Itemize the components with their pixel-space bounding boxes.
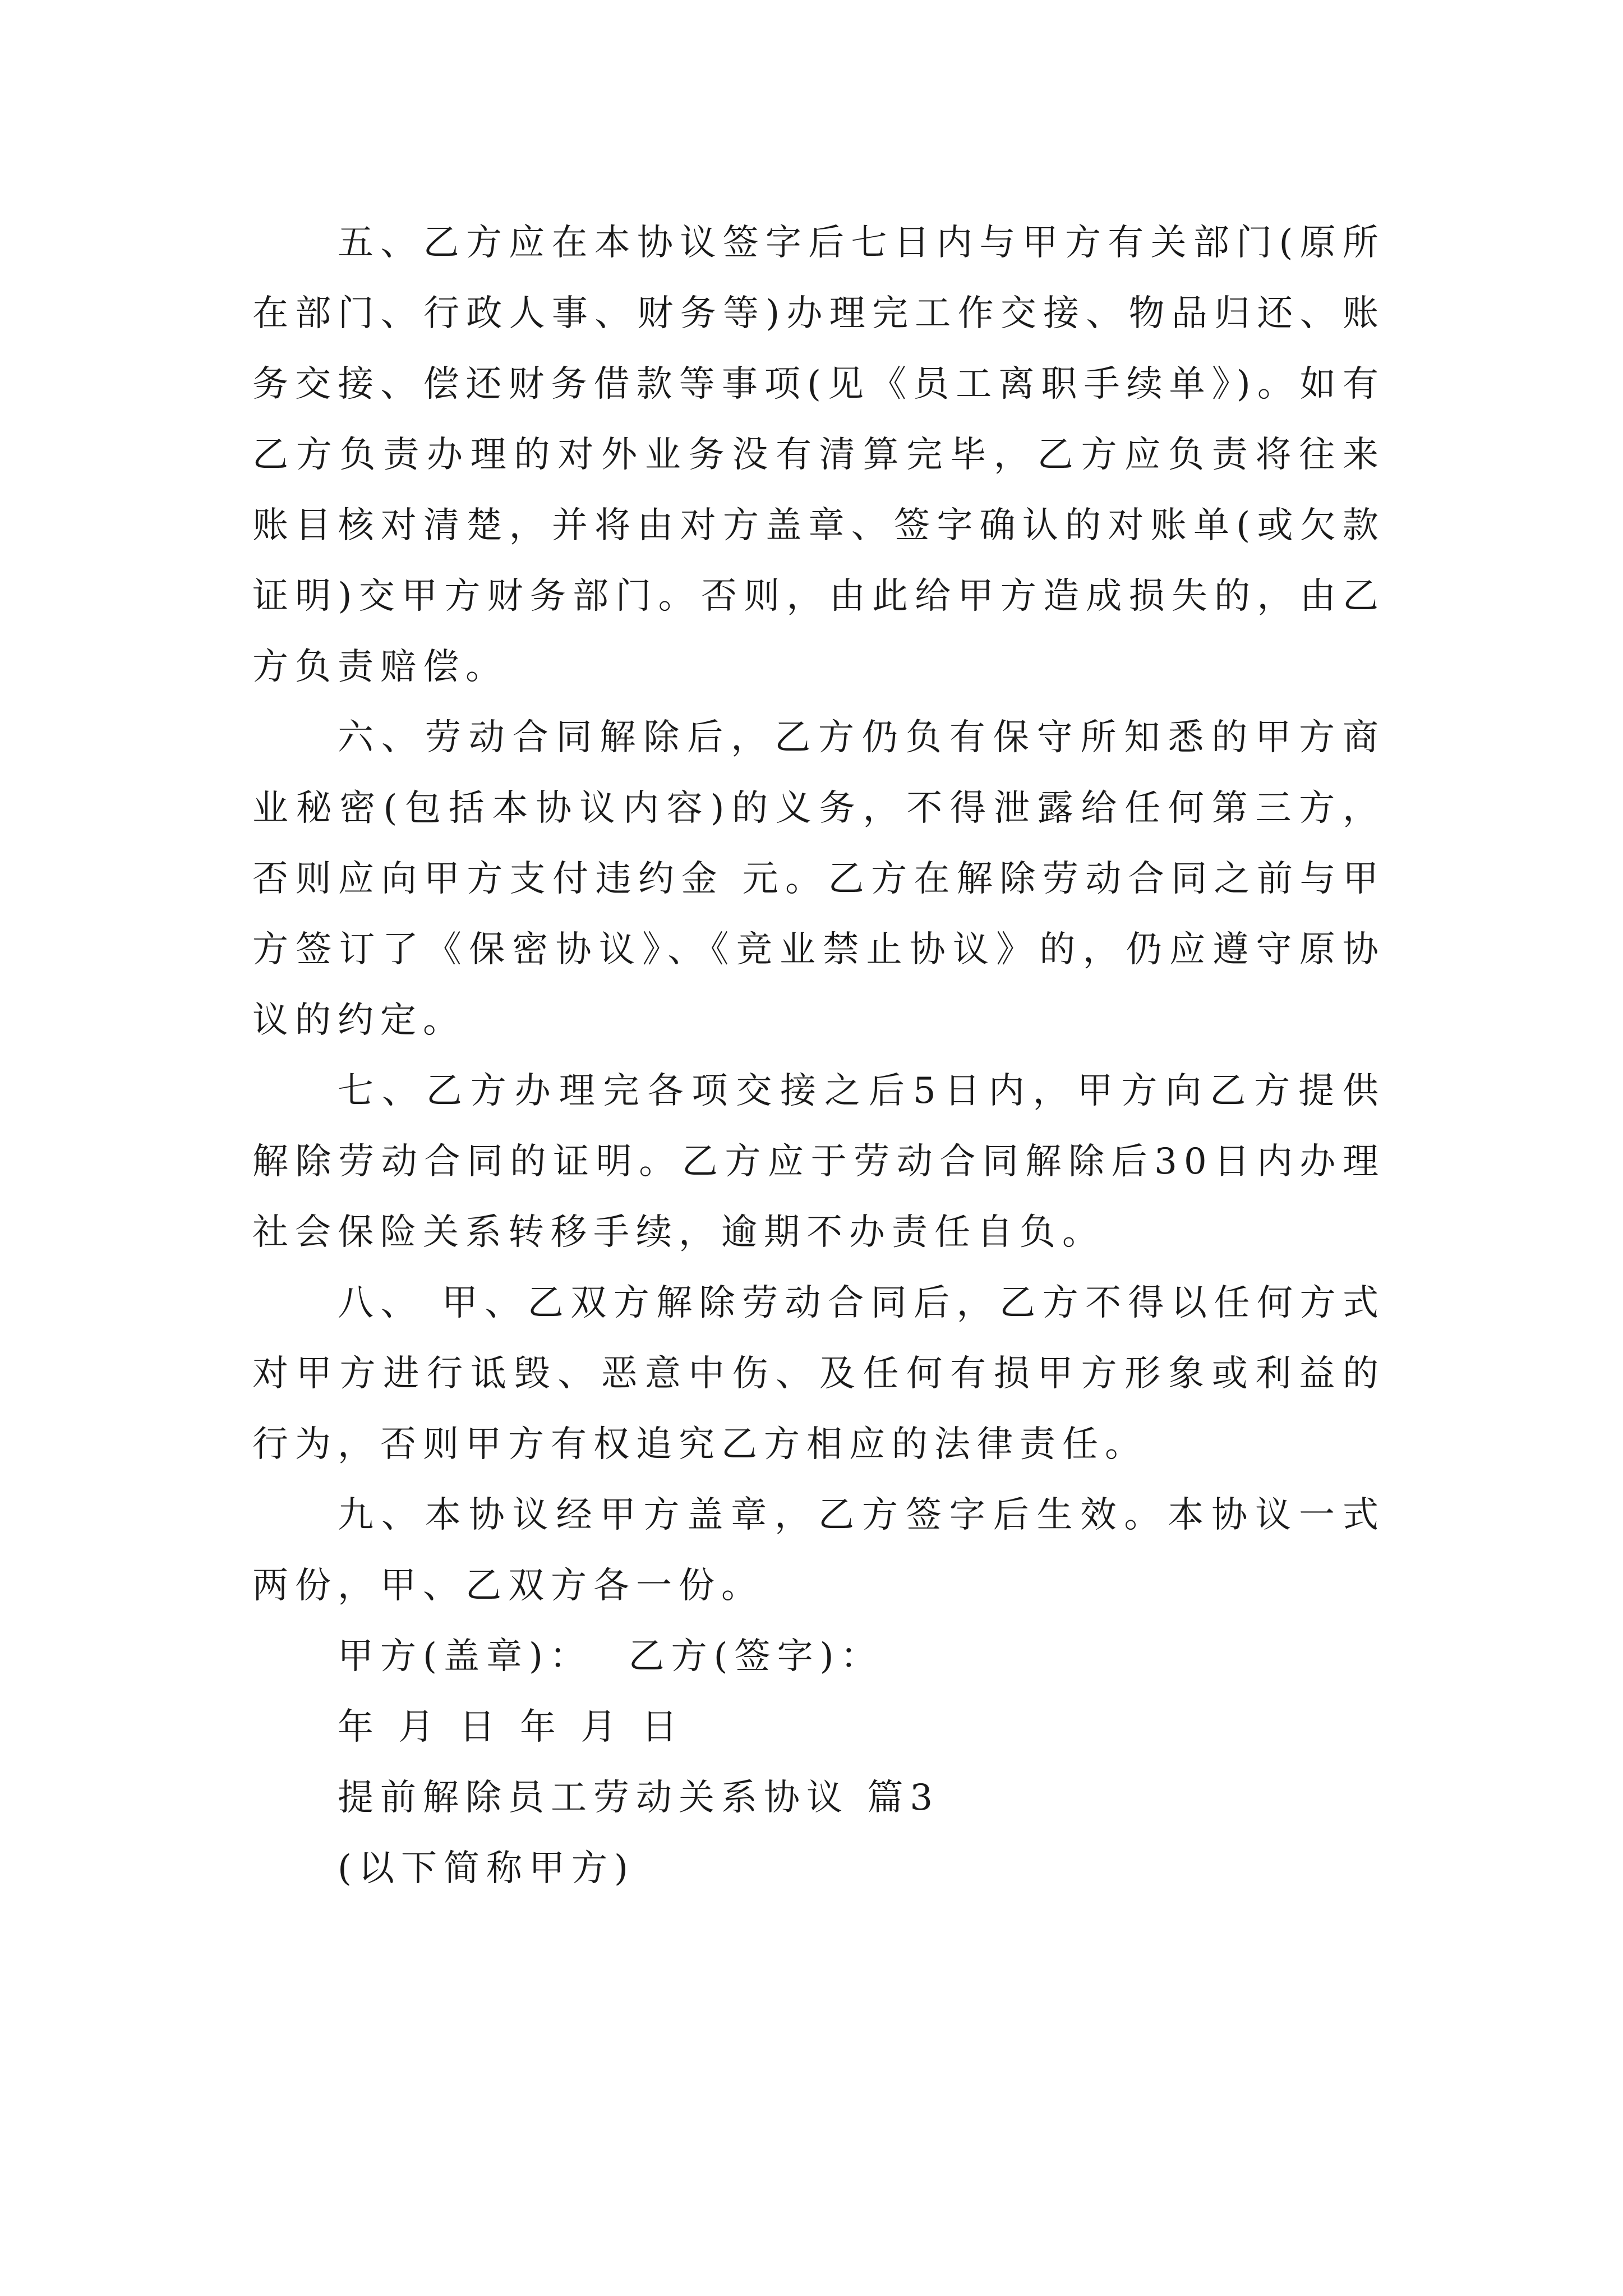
clause-five: 五、乙方应在本协议签字后七日内与甲方有关部门(原所在部门、行政人事、财务等)办理完工作交接、物品归还、账务交接、偿还财务借款等事项(见《员工离职手续单》)。如有乙方负责办理的对外业务没有清算完毕，乙方应负责将往来账目核对清楚，并将由对方盖章、签字确认的对账单(或欠款证明)交甲方财务部门。否则，由此给甲方造成损失的，由乙方负责赔偿。 <box>252 222 1385 688</box>
clause-seven: 七、乙方办理完各项交接之后5日内，甲方向乙方提供解除劳动合同的证明。乙方应于劳动合同解除后30日内办理社会保险关系转移手续，逾期不办责任自负。 <box>252 1070 1385 1253</box>
document-page <box>252 208 1385 1904</box>
clause-nine: 九、本协议经甲方盖章，乙方签字后生效。本协议一式两份，甲、乙双方各一份。 <box>252 1494 1385 1607</box>
clause-eight: 八、 甲、乙双方解除劳动合同后，乙方不得以任何方式对甲方进行诋毁、恶意中伤、及任何有损甲方形象或利益的行为，否则甲方有权追究乙方相应的法律责任。 <box>252 1282 1385 1465</box>
section-title: 提前解除员工劳动关系协议 篇3 <box>338 1777 940 1819</box>
clause-six: 六、劳动合同解除后，乙方仍负有保守所知悉的甲方商业秘密(包括本协议内容)的义务，不得泄露给任何第三方，否则应向甲方支付违约金 元。乙方在解除劳动合同之前与甲方签订了《保密协议》、《竞业禁止协议》的，仍应遵守原协议的约定。 <box>252 717 1385 1041</box>
signature-line: 甲方(盖章)： 乙方(签字)： <box>338 1636 883 1677</box>
date-line: 年 月 日 年 月 日 <box>338 1706 684 1748</box>
party-note: (以下简称甲方) <box>338 1848 635 1889</box>
